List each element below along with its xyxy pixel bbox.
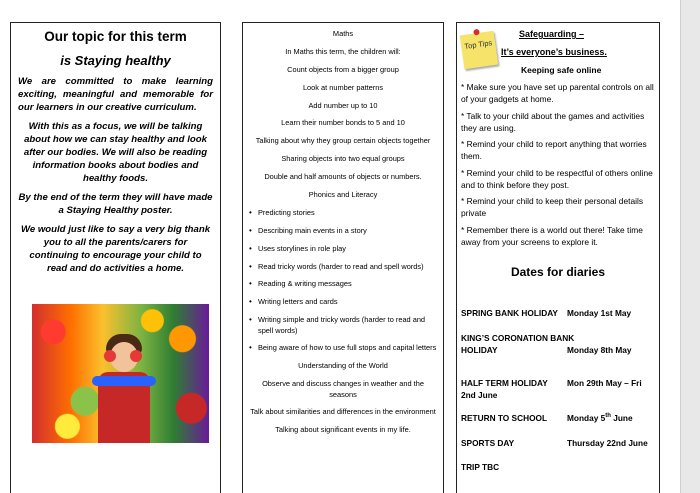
list-item: In Maths this term, the children will: [285,46,401,56]
bullet-item: • Read tricky words (harder to read and spell words) [249,261,424,271]
healthy-food-photo [32,304,209,443]
list-item: Count objects from a bigger group [287,64,399,74]
photo-tomato-right [130,350,142,362]
topic-panel [10,22,221,493]
photo-arms [92,376,156,386]
bullet-icon: • [249,243,252,253]
bullet-icon: • [249,207,252,217]
list-item: Learn their number bonds to 5 and 10 [281,118,405,128]
bullet-icon: • [249,343,252,353]
date-event: TRIP TBC [461,462,500,472]
date-value: Monday 1st May [567,308,632,318]
tip-item: * Remind your child to keep their personal details private [461,196,644,218]
topic-paragraph: We would just like to say a very big thank you to all the parents/carers for continuing to encourage your child to read and do activities a home. [20,224,211,274]
bullet-item: • Describing main events in a story [249,225,367,235]
date-value: Monday 5th June [567,413,633,423]
list-item: Look at number patterns [302,82,384,92]
bullet-icon: • [249,261,252,271]
safeguarding-subheading: It’s everyone’s business. [501,47,607,57]
list-item: Talking about significant events in my life. [275,425,411,435]
section-heading-phonics: Phonics and Literacy [308,190,378,200]
tip-item: * Remind your child to be respectful of others online and to think before they post. [461,167,653,190]
section-heading-maths: Maths [332,29,354,38]
bullet-item: • Predicting stories [249,207,315,217]
tip-item: * Remind your child to report anything that worries them. [461,139,647,161]
bullet-icon: • [249,279,252,289]
date-event-cont: HOLIDAY [461,345,498,355]
safeguarding-panel [456,22,660,493]
safeguarding-heading: Safeguarding – [519,29,585,39]
date-event: SPRING BANK HOLIDAY [461,308,558,318]
pin-icon [473,29,480,36]
bullet-icon: • [249,315,252,325]
sticky-label: Top Tips [463,38,493,51]
section-heading-world: Understanding of the World [298,361,388,371]
topic-title: Our topic for this term [44,29,187,44]
tips-list [461,81,654,252]
list-item: Add number up to 10 [308,100,378,110]
online-safety-heading: Keeping safe online [521,65,602,75]
date-event: SPORTS DAY [461,438,515,448]
date-event: HALF TERM HOLIDAY [461,378,548,388]
bullet-icon: • [249,297,252,307]
curriculum-list [249,29,437,443]
topic-paragraph: We are committed to make learning exciting, meaningful and memorable for our learners in our creative curriculum. [18,76,213,113]
date-event: RETURN TO SCHOOL [461,413,548,423]
date-event: KING’S CORONATION BANK [461,333,575,343]
list-item: Double and half amounts of objects or numbers. [264,172,422,182]
topic-subtitle: is Staying healthy [60,53,171,68]
date-value: Mon 29th May – Fri [567,378,642,388]
bullet-item: • Reading & writing messages [249,279,352,289]
tip-item: * Talk to your child about the games and activities they are using. [461,110,645,133]
bullet-item: • Writing letters and cards [249,297,338,307]
tip-item: * Remember there is a world out there! Take time away from your screens to explore it. [461,224,643,247]
bullet-item: • Uses storylines in role play [249,243,346,253]
bullet-icon: • [249,225,252,235]
dates-title: Dates for diaries [510,265,606,279]
date-value: Thursday 22nd June [567,438,648,448]
photo-tomato-left [104,350,116,362]
scrollbar-area[interactable] [680,0,700,493]
date-value: Monday 8th May [567,345,632,355]
list-item: Talking about why they group certain objects together [255,136,431,146]
topic-paragraph: By the end of the term they will have made a Staying Healthy poster. [18,192,213,216]
topic-paragraph: With this as a focus, we will be talking about how we can stay healthy and look after our bodies. We will also be reading information books about bodies and healthy foods. [23,121,208,184]
date-value-cont: 2nd June [461,390,498,400]
list-item: Observe and discuss changes in weather and the seasons [262,379,424,399]
curriculum-panel [242,22,444,493]
list-item: Talk about similarities and differences in the environment [250,407,436,417]
top-tips-sticky-note [460,31,498,69]
bullet-item: • Writing simple and tricky words (harder to read and spell words) [249,315,426,335]
tip-item: * Make sure you have set up parental controls on all of your gadgets at home. [461,82,654,104]
bullet-item: • Being aware of how to use full stops and capital letters [249,343,437,353]
list-item: Sharing objects into two equal groups [281,154,405,164]
topic-body [18,75,213,281]
